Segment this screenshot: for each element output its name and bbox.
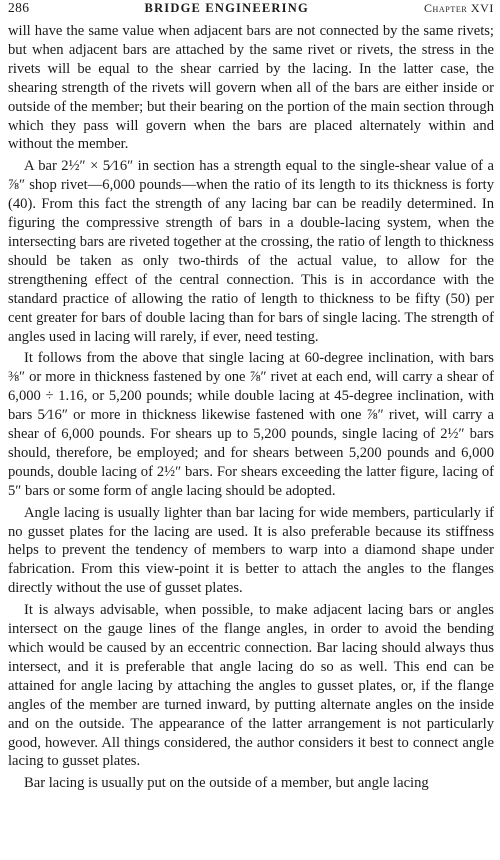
paragraph-lacing-shear: It follows from the above that single lacing at 60-degree inclination, with bars ⅜″ or more in thickness fastened by one ⅞″ rivet at each end, will carry a shear of 6,000 ÷ 1.16, or 5,200 pounds; while double lacing at 45-degree inclination, with bars 5⁄16″ or more in thickness likewise fastened with one ⅞″ rivet, will carry a shear of 6,000 pounds. For shears up to 5,200 pounds, single lacing of 2½″ bars should, therefore, be employed; and for shears between 5,200 pounds and 6,000 pounds, double lacing of 2½″ bars. For shears exceeding the latter figure, lacing of 5″ bars or some form of angle lacing should be adopted. xyxy=(8,350,494,499)
running-title: BRIDGE ENGINEERING xyxy=(144,1,309,15)
paragraph-continued: will have the same value when adjacent bars are not connected by the same rivets; but when adjacent bars are attached by the same rivet or rivets, the stress in the rivets will be equal to the shear carried by the lacing. In the latter case, the shearing strength of the rivets will govern when all of the bars are either inside or outside of the member; but their bearing on the portion of the main section through which they pass will govern when the bars are placed alternately within and without the member. xyxy=(8,23,494,153)
body-text xyxy=(8,22,494,793)
chapter-label: Chapter XVI xyxy=(423,1,494,15)
paragraph-angle-lacing: Angle lacing is usually lighter than bar lacing for wide members, particularly if no gusset plates for the lacing are used. It is also preferable because its stiffness helps to prevent the tendency of members to warp into a diamond shape under fabrication. From this view-point it is better to attach the angles to the flanges directly without the use of gusset plates. xyxy=(8,504,494,597)
running-head xyxy=(8,0,494,22)
paragraph-bar-strength: A bar 2½″ × 5⁄16″ in section has a strength equal to the single-shear value of a ⅞″ shop rivet—6,000 pounds—when the ratio of its length to its thickness is forty (40). From this fact the strength of any lacing bar can be readily determined. In figuring the compressive strength of bars in a double-lacing system, when the intersecting bars are riveted together at the crossing, the ratio of length to thickness should be taken as only two-thirds of the actual value, to allow for the strengthening effect of the central connection. This is in accordance with the standard practice of allowing the ratio of length to thickness to be fifty (50) per cent greater for bars of double lacing than for bars of single lacing. The strength of angles used in lacing will rarely, if ever, need testing. xyxy=(8,158,494,345)
paragraph-gauge-lines: It is always advisable, when possible, to make adjacent lacing bars or angles intersect on the gauge lines of the flange angles, in order to avoid the bending which would be caused by an eccentric connection. Bar lacing should always thus intersect, and it is preferable that angle lacing do so as well. This end can be attained for angle lacing by attaching the angles to gusset plates, or, if the flange angles of the member are turned inward, by putting alternate angles on the inside and on the outside. The appearance of the latter arrangement is not particularly good, however. All things considered, the author considers it best to connect angle lacing to gusset plates. xyxy=(8,602,494,770)
paragraph-bar-lacing-outside: Bar lacing is usually put on the outside of a member, but angle lacing xyxy=(24,775,429,792)
page-number: 286 xyxy=(8,0,30,15)
